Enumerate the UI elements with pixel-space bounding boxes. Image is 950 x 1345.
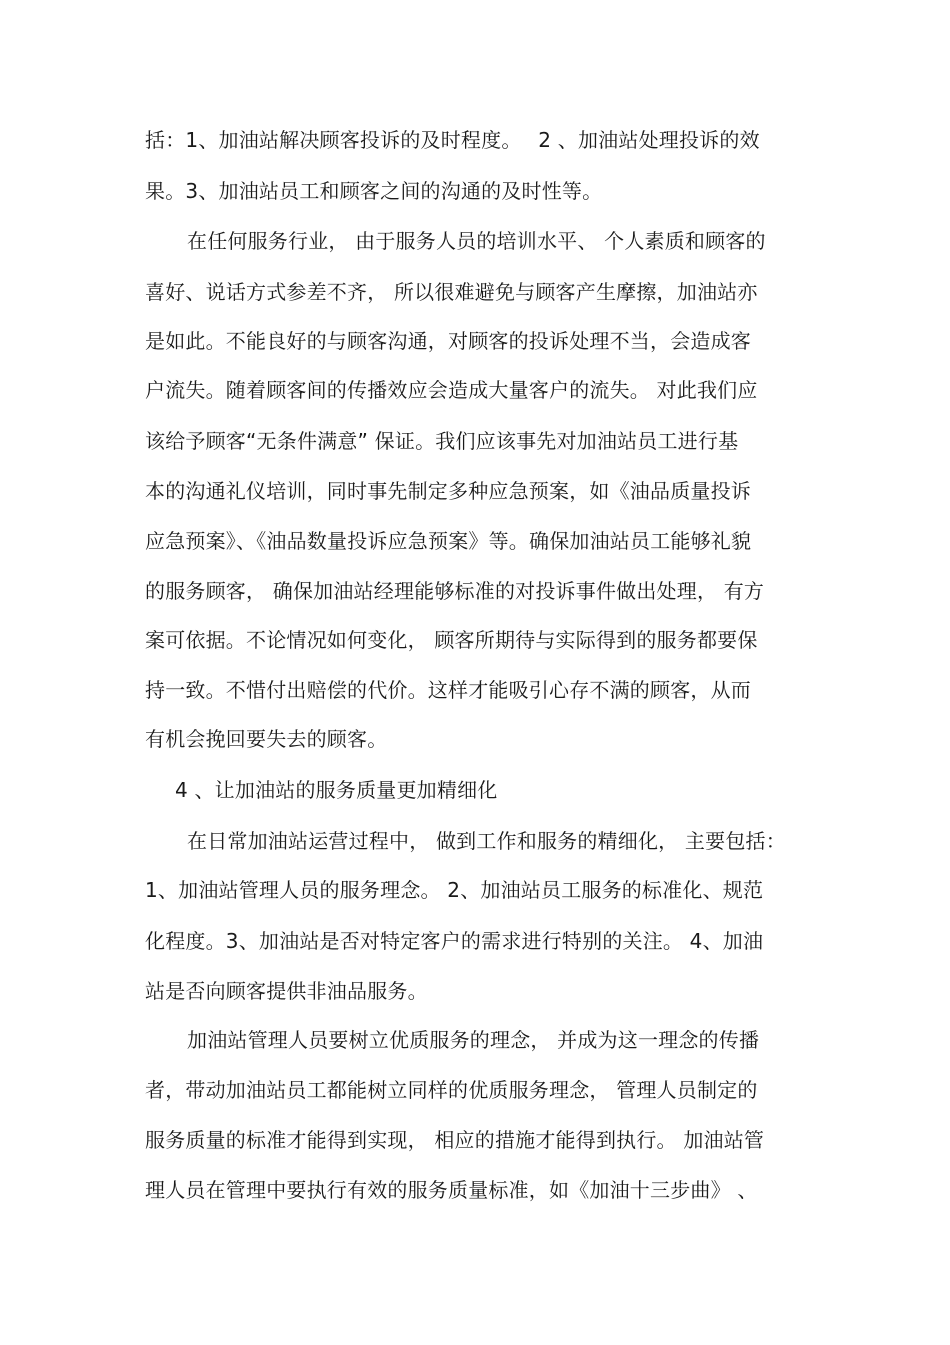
text-line: 站是否向顾客提供非油品服务。 [145, 979, 428, 1003]
text-line: 化程度。3、加油站是否对特定客户的需求进行特别的关注。 4、加油 [145, 929, 764, 953]
text-line: 在日常加油站运营过程中， 做到工作和服务的精细化， 主要包括： [187, 829, 786, 853]
text-line: 者，带动加油站员工都能树立同样的优质服务理念， 管理人员制定的 [145, 1078, 758, 1102]
text-line: 的服务顾客， 确保加油站经理能够标准的对投诉事件做出处理， 有方 [145, 579, 765, 603]
text-line: 1、加油站管理人员的服务理念。 2、加油站员工服务的标准化、规范 [145, 878, 764, 902]
text-line: 加油站管理人员要树立优质服务的理念， 并成为这一理念的传播 [187, 1028, 760, 1052]
text-line: 应急预案》、《油品数量投诉应急预案》等。确保加油站员工能够礼貌 [145, 529, 752, 553]
text-line: 括：1、加油站解决顾客投诉的及时程度。 2 、加油站处理投诉的效 [145, 128, 760, 152]
text-line: 服务质量的标准才能得到实现， 相应的措施才能得到执行。 加油站管 [145, 1128, 765, 1152]
text-line: 该给予顾客“无条件满意” 保证。我们应该事先对加油站员工进行基 [145, 429, 739, 453]
text-line: 理人员在管理中要执行有效的服务质量标准，如《加油十三步曲》 、 [145, 1178, 758, 1202]
text-line: 果。3、加油站员工和顾客之间的沟通的及时性等。 [145, 179, 603, 203]
text-line: 户流失。随着顾客间的传播效应会造成大量客户的流失。 对此我们应 [145, 378, 758, 402]
text-line: 本的沟通礼仪培训，同时事先制定多种应急预案，如《油品质量投诉 [145, 479, 751, 503]
text-line: 案可依据。不论情况如何变化， 顾客所期待与实际得到的服务都要保 [145, 628, 758, 652]
text-line: 喜好、说话方式参差不齐， 所以很难避免与顾客产生摩擦，加油站亦 [145, 280, 758, 304]
section-heading: 4 、让加油站的服务质量更加精细化 [175, 778, 498, 802]
text-line: 有机会挽回要失去的顾客。 [145, 727, 388, 751]
text-line: 在任何服务行业， 由于服务人员的培训水平、 个人素质和顾客的 [187, 229, 766, 253]
text-line: 是如此。不能良好的与顾客沟通，对顾客的投诉处理不当，会造成客 [145, 329, 751, 353]
text-line: 持一致。不惜付出赔偿的代价。这样才能吸引心存不满的顾客，从而 [145, 678, 751, 702]
